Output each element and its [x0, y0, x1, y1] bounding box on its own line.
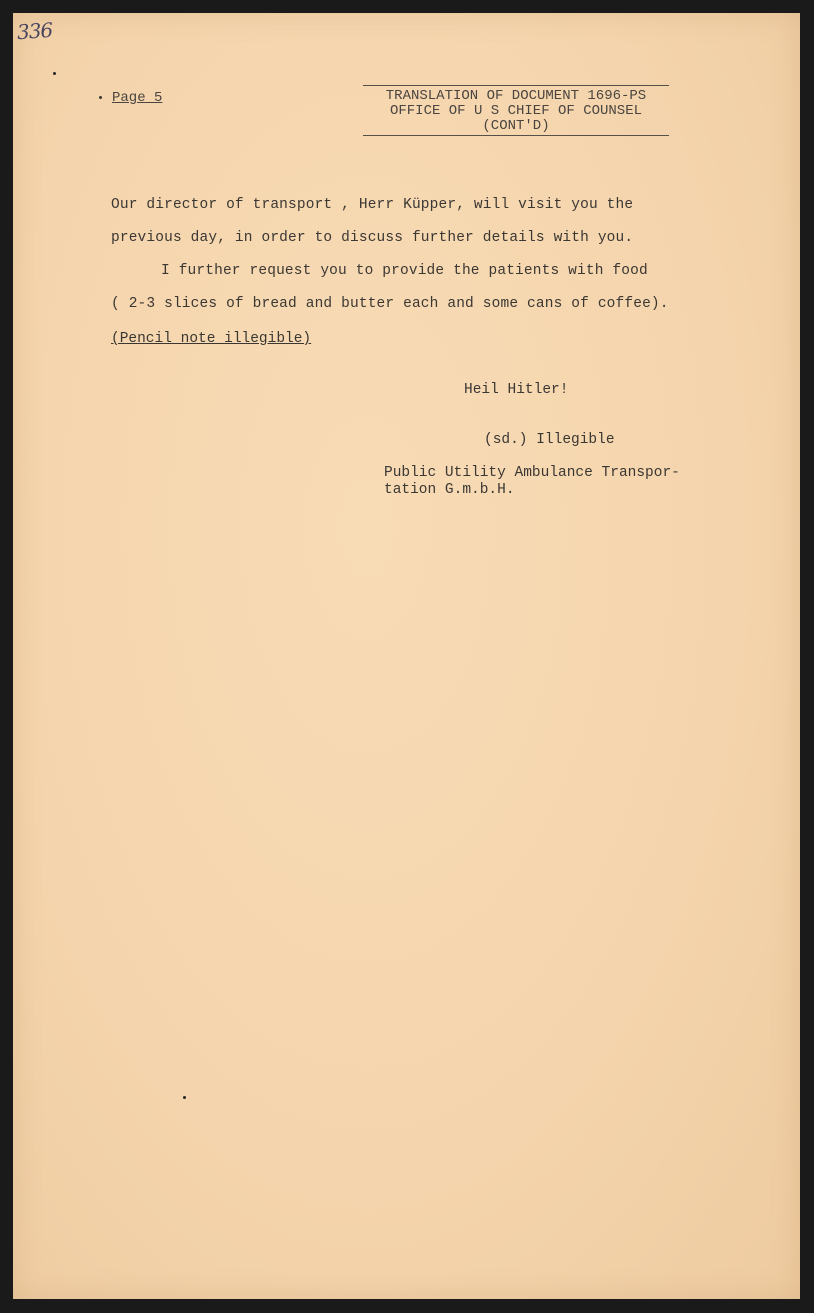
company-line: Public Utility Ambulance Transpor- — [384, 465, 680, 481]
letter-body — [111, 189, 751, 321]
pencil-note: (Pencil note illegible) — [111, 331, 312, 347]
company-line: tation G.m.b.H. — [384, 482, 515, 498]
sender-company — [384, 465, 680, 499]
header-office: OFFICE OF U S CHIEF OF COUNSEL — [389, 103, 643, 119]
archive-number: 336 — [16, 17, 53, 45]
paper-speck — [183, 1096, 186, 1099]
signature-line: (sd.) Illegible — [484, 432, 615, 448]
document-header — [363, 85, 669, 136]
body-line: Our director of transport , Herr Küpper, will visit you the — [111, 197, 634, 213]
document-page — [13, 13, 800, 1299]
header-title: TRANSLATION OF DOCUMENT 1696-PS — [385, 88, 647, 104]
body-line: ( 2-3 slices of bread and butter each and some cans of coffee). — [111, 296, 669, 312]
page-label: Page 5 — [112, 90, 163, 106]
paper-speck — [53, 72, 56, 75]
closing-salutation: Heil Hitler! — [464, 382, 569, 398]
header-continued: (CONT'D) — [482, 118, 550, 134]
body-line: I further request you to provide the patients with food — [161, 263, 648, 279]
body-line: previous day, in order to discuss further details with you. — [111, 230, 634, 246]
